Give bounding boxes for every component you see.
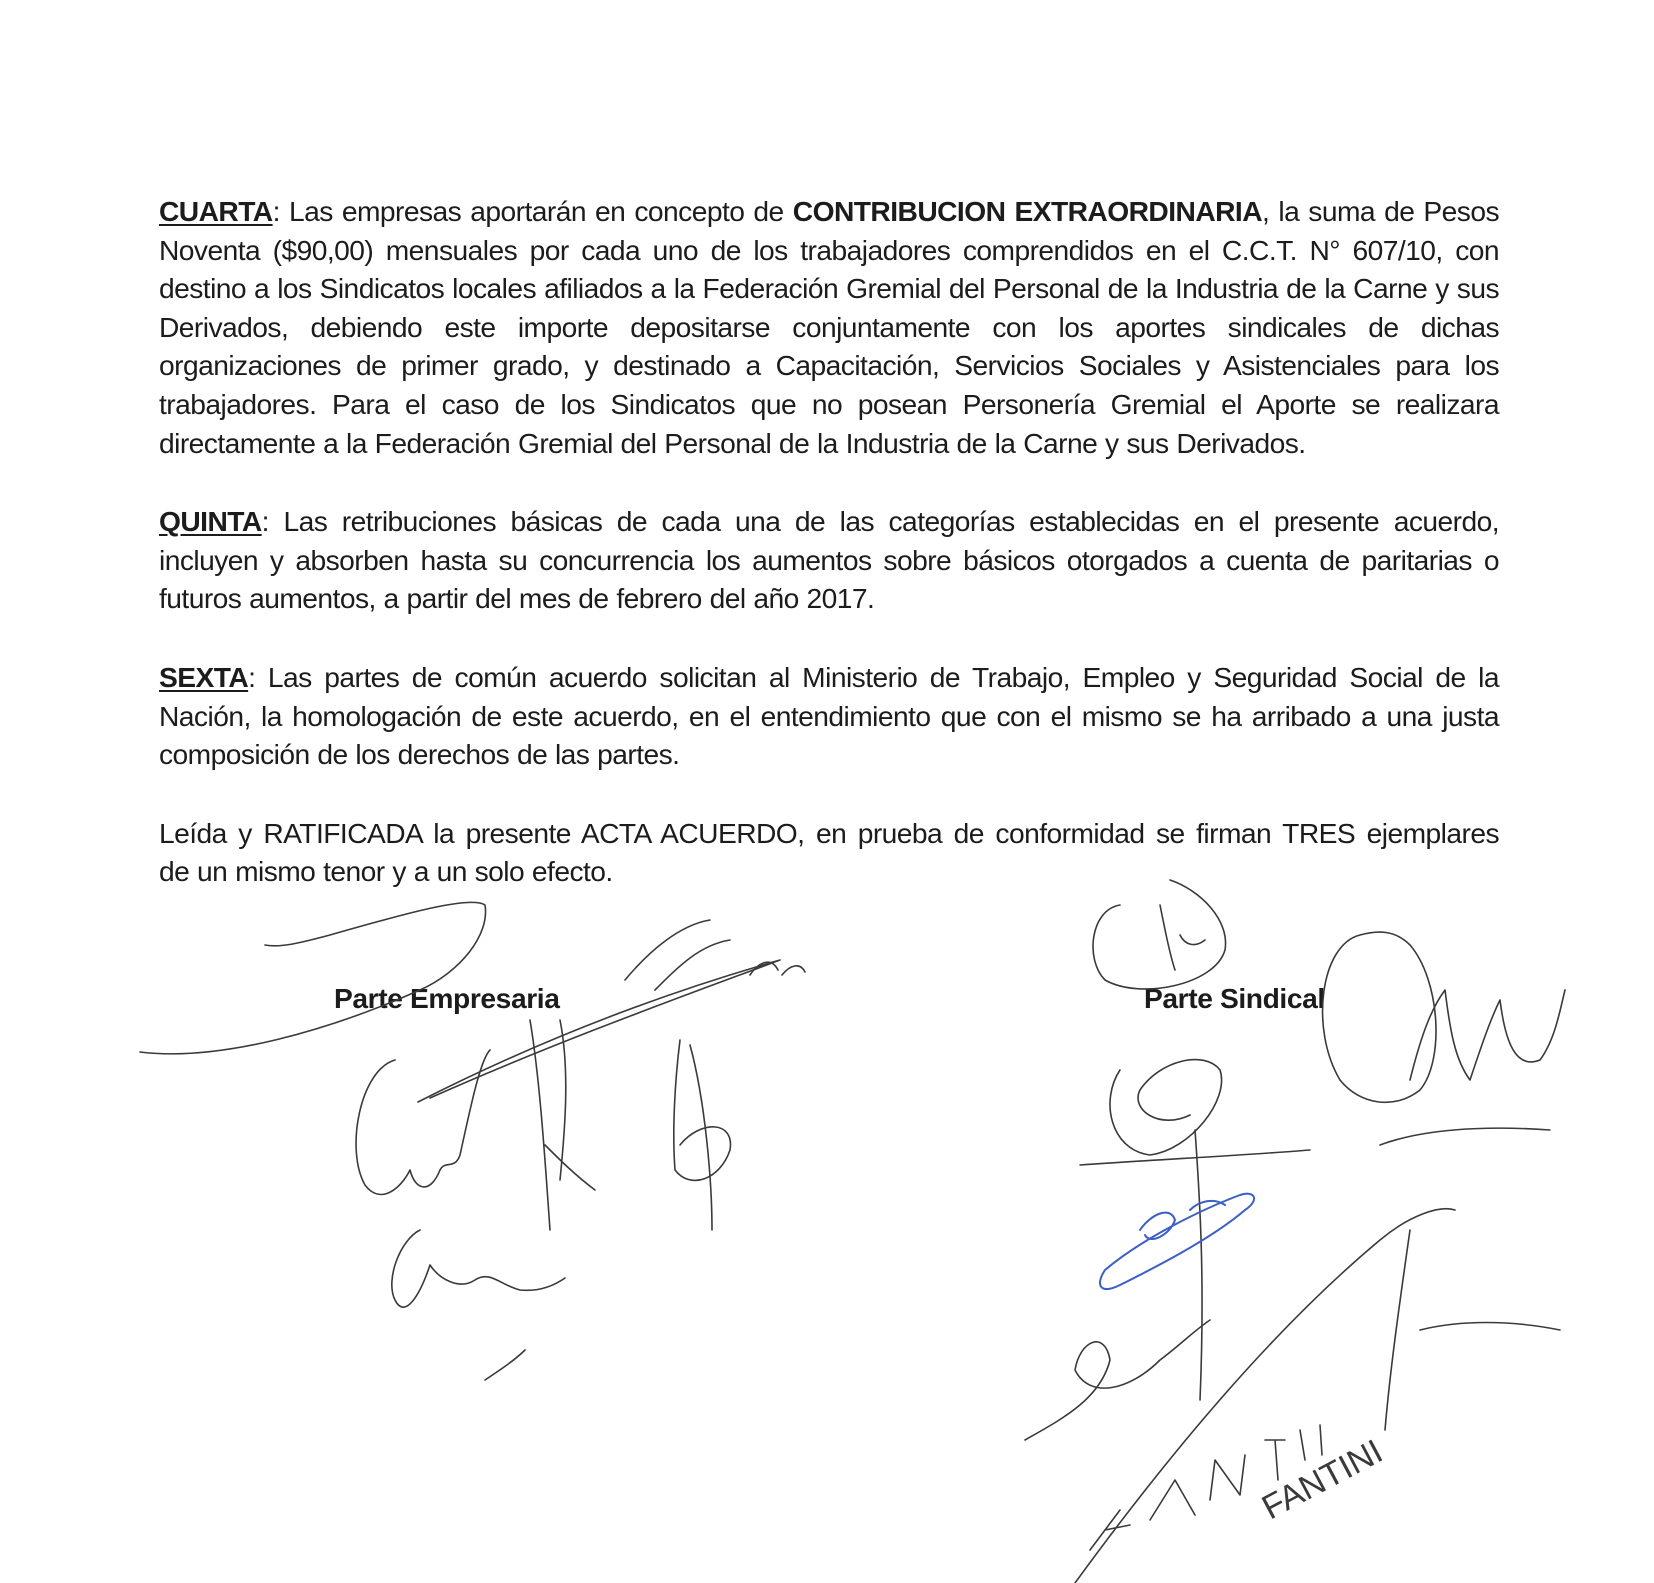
union-signature-blue xyxy=(1100,1194,1254,1289)
union-signature-vantage xyxy=(1025,1320,1210,1440)
clause-cuarta-text-a: : Las empresas aportarán en concepto de xyxy=(272,195,793,227)
employer-signature-sweep xyxy=(140,902,486,1054)
employer-signature-strokes xyxy=(530,1020,595,1230)
union-signature-fantini xyxy=(1090,1425,1322,1550)
clause-quinta xyxy=(159,502,1499,618)
handwritten-name: FANTINI xyxy=(1255,1432,1389,1528)
union-signature-scribble xyxy=(1380,990,1565,1145)
clause-sexta-text: : Las partes de común acuerdo solicitan al Ministerio de Trabajo, Empleo y Seguridad Social de la Nación, la homologación de este acuerdo, en el entendimiento que con el mismo se ha arribado a una justa composición de los derechos de las partes. xyxy=(159,660,1499,771)
employer-signature-loops xyxy=(750,962,805,975)
clause-cuarta-title: CUARTA xyxy=(159,195,273,227)
union-signature-big-stroke xyxy=(1075,1209,1560,1583)
closing-line-1: Leída y RATIFICADA la presente ACTA ACUERDO, en prueba de conformidad se firman TRES ejemplares xyxy=(159,816,1499,849)
clause-cuarta-bold-term: CONTRIBUCION EXTRAORDINARIA xyxy=(792,195,1263,227)
union-party-label: Parte Sindical xyxy=(1144,982,1325,1014)
employer-signature-lower xyxy=(392,1230,565,1307)
employer-party-label: Parte Empresaria xyxy=(334,982,560,1014)
clause-quinta-title: QUINTA xyxy=(159,505,262,538)
union-signature-middle xyxy=(1080,1060,1310,1165)
clause-quinta-text: : Las retribuciones básicas de cada una de las categorías establecidas en el presente acuerdo, incluyen y absorben hasta su concurrencia los aumentos sobre básicos otorgados a cuenta de paritarias o futuros aumentos, a partir del mes de febrero del año 2017. xyxy=(159,505,1499,615)
clause-sexta xyxy=(159,658,1499,774)
union-signature-vertical xyxy=(1195,1130,1202,1400)
employer-signature-cam xyxy=(356,1050,490,1194)
closing-statement xyxy=(159,814,1499,891)
clause-cuarta-text-b: , la suma de Pesos Noventa ($90,00) mensuales por cada uno de los trabajadores comprendidos en el C.C.T. N° 607/10, con destino a los Sindicatos locales afiliados a la Federación Gremial del Personal de la Industria de la Carne y sus Derivados, debiendo este importe depositarse conjuntamente con los aportes sindicales de dichas organizaciones de primer grado, y destinado a Capacitación, Servicios Sociales y Asistenciales para los trabajadores. Para el caso de los Sindicatos que no posean Personería Gremial el Aporte se realizara directamente a la Federación Gremial del Personal de la Industria de la Carne y sus Derivados. xyxy=(159,195,1499,459)
union-signature-loop-right xyxy=(1323,932,1436,1102)
employer-signature-right xyxy=(674,1040,731,1230)
clause-cuarta xyxy=(159,192,1499,462)
document-body xyxy=(159,192,1499,891)
union-signature-loop-top xyxy=(1093,880,1226,989)
employer-signature-tick xyxy=(485,1350,525,1380)
closing-line-2: de un mismo tenor y a un solo efecto. xyxy=(159,855,613,888)
clause-sexta-title: SEXTA xyxy=(159,660,249,693)
